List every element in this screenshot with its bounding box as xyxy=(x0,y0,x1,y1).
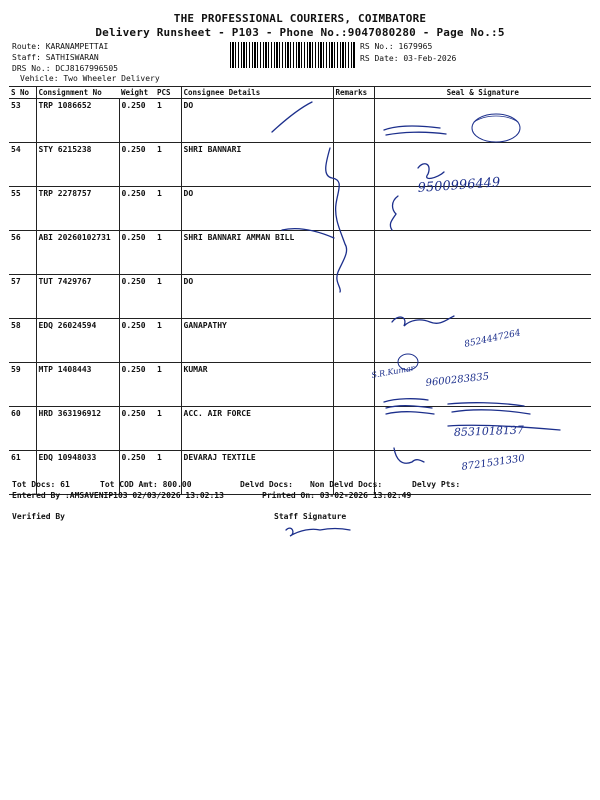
drs-barcode xyxy=(230,42,356,68)
cell-consignment: TRP 2278757 xyxy=(36,187,119,231)
cell-consignment: ABI 20260102731 xyxy=(36,231,119,275)
cell-remarks xyxy=(333,231,374,275)
cell-consignee: DO xyxy=(181,99,333,143)
col-consignment: Consignment No xyxy=(36,87,119,99)
col-consignee: Consignee Details xyxy=(181,87,333,99)
runsheet-subtitle: Delivery Runsheet - P103 - Phone No.:9047080280 - Page No.:5 xyxy=(95,26,505,39)
cell-consignee: ACC. AIR FORCE xyxy=(181,407,333,451)
cell-weight: 0.250 xyxy=(119,319,155,363)
cell-remarks xyxy=(333,319,374,363)
table-row xyxy=(9,143,591,187)
cell-pcs: 1 xyxy=(155,319,181,363)
rs-no-value: 1679965 xyxy=(398,42,433,51)
cell-remarks xyxy=(333,187,374,231)
cell-consignment: STY 6215238 xyxy=(36,143,119,187)
rs-date-line: RS Date: 03-Feb-2026 xyxy=(360,54,457,63)
cell-pcs: 1 xyxy=(155,143,181,187)
cell-weight: 0.250 xyxy=(119,275,155,319)
col-pcs: PCS xyxy=(155,87,181,99)
tot-docs: Tot Docs: 61 xyxy=(12,480,70,489)
cell-pcs: 1 xyxy=(155,407,181,451)
cell-remarks xyxy=(333,99,374,143)
delvy-pts: Delvy Pts: xyxy=(412,480,461,489)
hw-r58-phone: 8524447264 xyxy=(463,328,522,350)
non-delvd-docs: Non Delvd Docs: xyxy=(310,480,383,489)
cell-consignee: SHRI BANNARI AMMAN BILL xyxy=(181,231,333,275)
col-seal: Seal & Signature xyxy=(374,87,591,99)
drs-value: DCJ8167996505 xyxy=(55,64,118,73)
cell-sno: 58 xyxy=(9,319,36,363)
hw-r59-phone: 9600283835 xyxy=(425,371,490,389)
cell-seal xyxy=(374,187,591,231)
cell-sno: 57 xyxy=(9,275,36,319)
cell-remarks xyxy=(333,363,374,407)
cell-weight: 0.250 xyxy=(119,231,155,275)
cell-pcs: 1 xyxy=(155,187,181,231)
col-remarks: Remarks xyxy=(333,87,374,99)
cell-seal xyxy=(374,363,591,407)
cell-seal xyxy=(374,275,591,319)
vehicle-value: Two Wheeler Delivery xyxy=(63,74,160,83)
table-row xyxy=(9,187,591,231)
cell-weight: 0.250 xyxy=(119,99,155,143)
cell-consignee: KUMAR xyxy=(181,363,333,407)
cell-sno: 60 xyxy=(9,407,36,451)
table-row xyxy=(9,363,591,407)
hw-r55-phone: 9500996449 xyxy=(417,175,501,196)
cell-remarks xyxy=(333,275,374,319)
route-line: Route: KARANAMPETTAI xyxy=(12,42,109,51)
cell-sno: 61 xyxy=(9,451,36,495)
cell-seal xyxy=(374,319,591,363)
col-weight: Weight xyxy=(119,87,155,99)
tot-cod-amt: Tot COD Amt: 800.00 xyxy=(100,480,192,489)
cell-consignee: SHRI BANNARI xyxy=(181,143,333,187)
cell-pcs: 1 xyxy=(155,451,181,495)
cell-seal xyxy=(374,143,591,187)
cell-seal xyxy=(374,99,591,143)
table-row xyxy=(9,407,591,451)
cell-consignee: DEVARAJ TEXTILE xyxy=(181,451,333,495)
cell-sno: 53 xyxy=(9,99,36,143)
cell-pcs: 1 xyxy=(155,363,181,407)
table-row xyxy=(9,451,591,495)
entered-by: Entered By :AMSAVENIP103 02/03/2026 13:02:13 xyxy=(12,491,224,500)
runsheet-table xyxy=(9,86,591,495)
staff-value: SATHISWARAN xyxy=(45,53,99,62)
cell-consignment: EDQ 26024594 xyxy=(36,319,119,363)
delvd-docs: Delvd Docs: xyxy=(240,480,293,489)
cell-seal xyxy=(374,451,591,495)
cell-remarks xyxy=(333,407,374,451)
hw-r59-name: S.R.Kumar xyxy=(370,363,416,380)
cell-weight: 0.250 xyxy=(119,363,155,407)
table-row xyxy=(9,99,591,143)
cell-consignment: TUT 7429767 xyxy=(36,275,119,319)
route-value: KARANAMPETTAI xyxy=(45,42,109,51)
cell-weight: 0.250 xyxy=(119,407,155,451)
cell-consignment: TRP 1086652 xyxy=(36,99,119,143)
company-title: THE PROFESSIONAL COURIERS, COIMBATORE xyxy=(173,12,427,25)
vehicle-line: Vehicle: Two Wheeler Delivery xyxy=(20,74,160,83)
staff-line: Staff: SATHISWARAN xyxy=(12,53,99,62)
rs-date-value: 03-Feb-2026 xyxy=(403,54,457,63)
cell-weight: 0.250 xyxy=(119,451,155,495)
col-sno: S No xyxy=(9,87,36,99)
rs-no-line: RS No.: 1679965 xyxy=(360,42,433,51)
cell-sno: 55 xyxy=(9,187,36,231)
cell-pcs: 1 xyxy=(155,275,181,319)
cell-weight: 0.250 xyxy=(119,143,155,187)
hw-r61-phone: 8721531330 xyxy=(460,453,526,473)
drs-line: DRS No.: DCJ8167996505 xyxy=(12,64,118,73)
cell-remarks xyxy=(333,143,374,187)
cell-weight: 0.250 xyxy=(119,187,155,231)
staff-signature-label: Staff Signature xyxy=(274,512,347,521)
cell-consignment: HRD 363196912 xyxy=(36,407,119,451)
cell-pcs: 1 xyxy=(155,231,181,275)
table-row xyxy=(9,231,591,275)
cell-seal xyxy=(374,231,591,275)
hw-r60-phone: 8531018137 xyxy=(453,423,525,439)
table-row xyxy=(9,319,591,363)
cell-pcs: 1 xyxy=(155,99,181,143)
cell-consignee: GANAPATHY xyxy=(181,319,333,363)
cell-consignee: DO xyxy=(181,275,333,319)
table-header-row xyxy=(9,87,591,99)
verified-by: Verified By xyxy=(12,512,65,521)
cell-consignee: DO xyxy=(181,187,333,231)
printed-on: Printed On: 03-02-2026 13:02:49 xyxy=(262,491,412,500)
cell-consignment: EDQ 10948033 xyxy=(36,451,119,495)
cell-consignment: MTP 1408443 xyxy=(36,363,119,407)
cell-sno: 56 xyxy=(9,231,36,275)
cell-seal xyxy=(374,407,591,451)
table-row xyxy=(9,275,591,319)
cell-sno: 54 xyxy=(9,143,36,187)
cell-sno: 59 xyxy=(9,363,36,407)
